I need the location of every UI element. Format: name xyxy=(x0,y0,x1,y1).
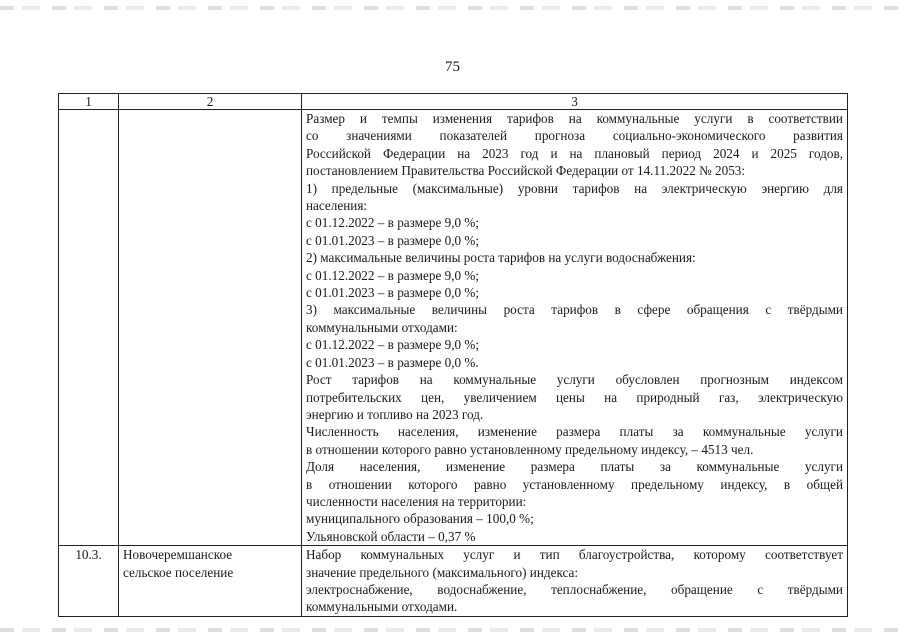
text-line: потребительских цен, увеличением цены на природный газ, электрическую xyxy=(306,389,843,405)
text-line: 1) предельные (максимальные) уровни тарифов на электрическую энергию для xyxy=(306,180,843,196)
text-line: в отношении которого равно установленному предельному индексу, в общей xyxy=(306,476,843,492)
text-line: муниципального образования – 100,0 %; xyxy=(306,511,534,527)
row1-col1-cell xyxy=(59,110,119,546)
table-header-row xyxy=(59,94,848,110)
settlement-name-line: сельское поселение xyxy=(123,564,234,580)
column-header-3: 3 xyxy=(302,94,848,110)
text-line: Рост тарифов на коммунальные услуги обусловлен прогнозным индексом xyxy=(306,372,843,388)
text-line: Российской Федерации на 2023 год и на плановый период 2024 и 2025 годов, xyxy=(306,145,843,161)
column-header-1: 1 xyxy=(59,94,119,110)
row2-number-cell: 10.3. xyxy=(59,546,119,617)
text-line: с 01.12.2022 – в размере 9,0 %; xyxy=(306,267,480,283)
scan-edge-top xyxy=(0,6,905,10)
text-line: постановлением Правительства Российской Федерации от 14.11.2022 № 2053: xyxy=(306,163,746,179)
table-row xyxy=(59,546,848,617)
page-number: 75 xyxy=(445,59,460,75)
table-row xyxy=(59,110,848,546)
text-line: со значениями показателей прогноза социально-экономического развития xyxy=(306,128,843,144)
text-line: с 01.01.2023 – в размере 0,0 %; xyxy=(306,285,480,301)
row1-col2-cell xyxy=(119,110,302,546)
text-line: населения: xyxy=(306,198,368,214)
text-line: коммунальными отходами. xyxy=(306,599,458,615)
settlement-name-line: Новочеремшанское xyxy=(123,547,233,563)
text-line: Набор коммунальных услуг и тип благоустройства, которому соответствует xyxy=(306,547,843,563)
text-line: электроснабжение, водоснабжение, теплоснабжение, обращение с твёрдыми xyxy=(306,581,843,597)
text-line: в отношении которого равно установленному предельному индексу, – 4513 чел. xyxy=(306,441,754,457)
text-line: Численность населения, изменение размера платы за коммунальные услуги xyxy=(306,424,843,440)
text-line: 2) максимальные величины роста тарифов на услуги водоснабжения: xyxy=(306,250,696,266)
text-line: 3) максимальные величины роста тарифов в сфере обращения с твёрдыми xyxy=(306,302,843,318)
row2-text-block xyxy=(306,546,843,616)
text-line: с 01.12.2022 – в размере 9,0 %; xyxy=(306,337,480,353)
text-line: энергию и топливо на 2023 год. xyxy=(306,406,484,422)
text-line: коммунальными отходами: xyxy=(306,319,458,335)
row1-text-block xyxy=(306,110,843,545)
text-line: численности населения на территории: xyxy=(306,493,527,509)
row2-col3-cell xyxy=(302,546,848,617)
row2-name-cell xyxy=(119,546,302,617)
text-line: Размер и темпы изменения тарифов на коммунальные услуги в соответствии xyxy=(306,111,843,126)
text-line: с 01.12.2022 – в размере 9,0 %; xyxy=(306,215,480,231)
text-line: с 01.01.2023 – в размере 0,0 %. xyxy=(306,354,479,370)
row1-col3-cell xyxy=(302,110,848,546)
column-header-2: 2 xyxy=(119,94,302,110)
text-line: с 01.01.2023 – в размере 0,0 %; xyxy=(306,232,480,248)
scan-edge-bottom xyxy=(0,628,905,632)
text-line: Ульяновской области – 0,37 % xyxy=(306,528,476,544)
text-line: значение предельного (максимального) индекса: xyxy=(306,564,579,580)
document-table xyxy=(58,93,848,617)
text-line: Доля населения, изменение размера платы за коммунальные услуги xyxy=(306,459,843,475)
